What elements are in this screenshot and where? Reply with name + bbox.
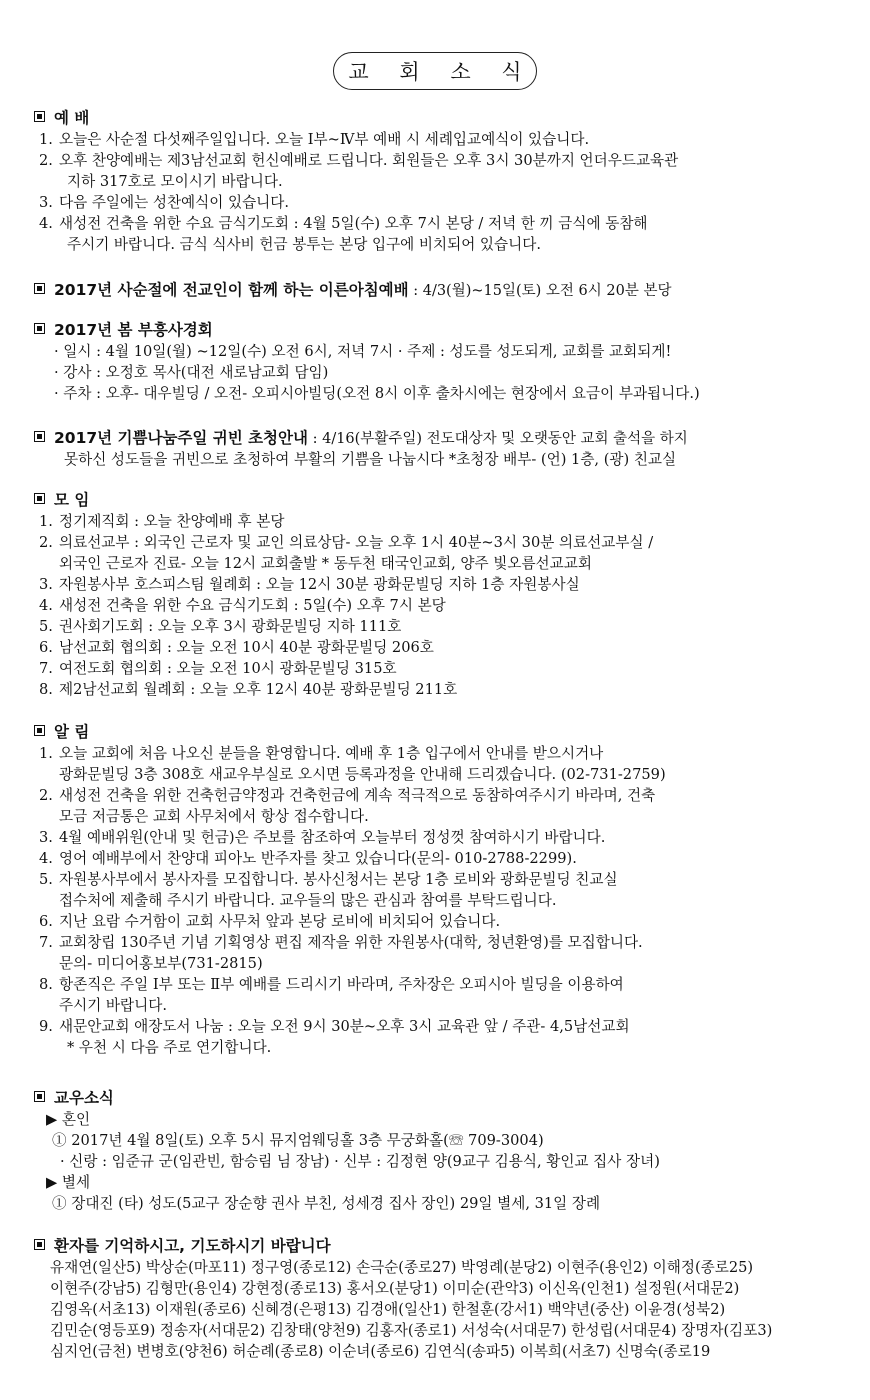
patients-line-1: 유재연(일산5) 박상순(마포11) 정구영(종로12) 손극순(종로27) 박영례(분당2) 이현주(용인2) 이해정(종로25) (50, 1259, 754, 1276)
patients-line-3: 김영옥(서초13) 이재원(종로6) 신혜경(은평13) 김경애(일산1) 한철훈(강서1) 백약년(중산) 이윤경(성북2) (50, 1301, 726, 1318)
meeting-item-7: 여전도회 협의회 : 오늘 오전 10시 광화문빌딩 315호 (59, 660, 397, 677)
death-label: ▶ 별세 (46, 1174, 91, 1191)
square-bullet-icon (34, 431, 45, 442)
meeting-item-2: 의료선교부 : 외국인 근로자 및 교인 의료상담- 오늘 오후 1시 40분~3시 30분 의료선교부실 / (59, 534, 654, 551)
page-title: 교 회 소 식 (333, 52, 537, 90)
revival-date: · 일시 : 4월 10일(월) ~12일(수) 오전 6시, 저녁 7시 · 주제 : 성도를 성도되게, 교회를 교회되게! (54, 343, 672, 360)
meetings-section: 모 임 1. 정기제직회 : 오늘 찬양예배 후 본당 2. 의료선교부 : 외국인 근로자 및 교인 의료상담- 오늘 오후 1시 40분~3시 30분 의료선교부실 / 외국인 근로자 진료- 오늘 12시 교회출발 * 동두천 태국인교회, 양주 빛오름선교교회 3. 자원봉사부 호스피스팀 월례회 : 오늘 12시 30분 광화문빌딩 지하 1층 자원봉사실 4. 새성전 건축을 위한 수요 금식기도회 : 5일(수) 오후 7시 본당 5. 권사회기도회 : 오늘 오후 3시 광화문빌딩 지하 111호 6. 남선교회 협의회 : 오늘 오전 10시 40분 광화문빌딩 206호 7. 여전도회 협의회 : 오늘 오전 10시 광화문빌딩 315호 8. 제2남선교회 월례회 : 오늘 오후 12시 40분 광화문빌딩 211호 (34, 490, 849, 700)
worship-header: 예 배 (34, 108, 849, 129)
square-bullet-icon (34, 1239, 45, 1250)
patients-line-5: 심지언(금천) 변병호(양천6) 허순례(종로8) 이순녀(종로6) 김연식(송파5) 이복희(서초7) 신명숙(종로19 (50, 1343, 711, 1360)
notice-item-7-cont: 문의- 미디어홍보부(731-2815) (59, 955, 263, 972)
dawn-header: 2017년 사순절에 전교인이 함께 하는 이른아침예배 : 4/3(월)~15일(토) 오전 6시 20분 본당 (34, 280, 849, 301)
wedding-label: ▶ 혼인 (46, 1111, 91, 1128)
notice-item-1-cont: 광화문빌딩 3층 308호 새교우부실로 오시면 등록과정을 안내해 드리겠습니다. (02-731-2759) (59, 766, 666, 783)
members-header: 교우소식 (34, 1088, 849, 1109)
notices-header: 알 림 (34, 722, 849, 743)
worship-item-4-cont: 주시기 바랍니다. 금식 식사비 헌금 봉투는 본당 입구에 비치되어 있습니다. (67, 236, 541, 253)
revival-section (34, 320, 849, 404)
meeting-item-3: 자원봉사부 호스피스팀 월례회 : 오늘 12시 30분 광화문빌딩 지하 1층 자원봉사실 (59, 576, 580, 593)
guest-cont: 못하신 성도들을 귀빈으로 초청하여 부활의 기쁨을 나눕시다 *초청장 배부- (언) 1층, (광) 친교실 (64, 451, 677, 468)
revival-header: 2017년 봄 부흥사경회 (34, 320, 849, 341)
square-bullet-icon (34, 111, 45, 122)
notice-item-4: 영어 예배부에서 찬양대 피아노 반주자를 찾고 있습니다(문의- 010-2788-2299). (59, 850, 577, 867)
notice-item-8-cont: 주시기 바랍니다. (59, 997, 167, 1014)
wedding-item: ① 2017년 4월 8일(토) 오후 5시 뮤지엄웨딩홀 3층 무궁화홀(☏ 709-3004) (52, 1132, 544, 1149)
patients-line-2: 이현주(강남5) 김형만(용인4) 강현정(종로13) 홍서오(분당1) 이미순(관악3) 이신옥(인천1) 설정원(서대문2) (50, 1280, 740, 1297)
patients-section (34, 1236, 849, 1362)
revival-speaker: · 강사 : 오정호 목사(대전 새로남교회 담임) (54, 364, 329, 381)
worship-item-1: 오늘은 사순절 다섯째주일입니다. 오늘 Ⅰ부~Ⅳ부 예배 시 세례입교예식이 있습니다. (59, 131, 590, 148)
patients-header: 환자를 기억하시고, 기도하시기 바랍니다 (34, 1236, 849, 1257)
notice-item-5-cont: 접수처에 제출해 주시기 바랍니다. 교우들의 많은 관심과 참여를 부탁드립니다. (59, 892, 557, 909)
meeting-item-4: 새성전 건축을 위한 수요 금식기도회 : 5일(수) 오후 7시 본당 (59, 597, 446, 614)
notice-item-5: 자원봉사부에서 봉사자를 모집합니다. 봉사신청서는 본당 1층 로비와 광화문빌딩 친교실 (59, 871, 618, 888)
notice-item-6: 지난 요람 수거함이 교회 사무처 앞과 본당 로비에 비치되어 있습니다. (59, 913, 501, 930)
square-bullet-icon (34, 1091, 45, 1102)
notices-section: 알 림 1. 오늘 교회에 처음 나오신 분들을 환영합니다. 예배 후 1층 입구에서 안내를 받으시거나 광화문빌딩 3층 308호 새교우부실로 오시면 등록과정을 안내해 드리겠습니다. (02-731-2759) 2. 새성전 건축을 위한 건축헌금약정과 건축헌금에 계속 적극적으로 동참하여주시기 바라며, 건축 모금 저금통은 교회 사무처에서 항상 접수합니다. 3. 4월 예배위원(안내 및 헌금)은 주보를 참조하여 오늘부터 정성껏 참여하시기 바랍니다. 4. 영어 예배부에서 찬양대 피아노 반주자를 찾고 있습니다(문의- 010-2788-2299). 5. 자원봉사부에서 봉사자를 모집합니다. 봉사신청서는 본당 1층 로비와 광화문빌딩 친교실 접수처에 제출해 주시기 바랍니다. 교우들의 많은 관심과 참여를 부탁드립니다. 6. 지난 요람 수거함이 교회 사무처 앞과 본당 로비에 비치되어 있습니다. 7. 교회창립 130주년 기념 기획영상 편집 제작을 위한 자원봉사(대학, 청년환영)를 모집합니다. 문의- 미디어홍보부(731-2815) 8. 항존직은 주일 Ⅰ부 또는 Ⅱ부 예배를 드리시기 바라며, 주차장은 오피시아 빌딩을 이용하여 주시기 바랍니다. 9. 새문안교회 애장도서 나눔 : 오늘 오전 9시 30분~오후 3시 교육관 앞 / 주관- 4,5남선교회 * 우천 시 다음 주로 연기합니다. (34, 722, 849, 1058)
worship-item-2-cont: 지하 317호로 모이시기 바랍니다. (67, 173, 283, 190)
meeting-item-6: 남선교회 협의회 : 오늘 오전 10시 40분 광화문빌딩 206호 (59, 639, 434, 656)
notice-item-8: 항존직은 주일 Ⅰ부 또는 Ⅱ부 예배를 드리시기 바라며, 주차장은 오피시아 빌딩을 이용하여 (59, 976, 624, 993)
notice-item-9-cont: * 우천 시 다음 주로 연기합니다. (67, 1039, 272, 1056)
square-bullet-icon (34, 323, 45, 334)
square-bullet-icon (34, 493, 45, 504)
meetings-header: 모 임 (34, 490, 849, 511)
notice-item-2: 새성전 건축을 위한 건축헌금약정과 건축헌금에 계속 적극적으로 동참하여주시기 바라며, 건축 (59, 787, 656, 804)
members-section (34, 1088, 849, 1214)
title-area (0, 52, 870, 90)
revival-parking: · 주차 : 오후- 대우빌딩 / 오전- 오피시아빌딩(오전 8시 이후 출차시에는 현장에서 요금이 부과됩니다.) (54, 385, 700, 402)
meeting-item-2-cont: 외국인 근로자 진료- 오늘 12시 교회출발 * 동두천 태국인교회, 양주 빛오름선교교회 (59, 555, 592, 572)
square-bullet-icon (34, 283, 45, 294)
patients-line-4: 김민순(영등포9) 정송자(서대문2) 김창태(양천9) 김홍자(종로1) 서성숙(서대문7) 한성립(서대문4) 장명자(김포3) (50, 1322, 773, 1339)
wedding-couple: · 신랑 : 임준규 군(임관빈, 함승림 님 장남) · 신부 : 김정현 양(9교구 김용식, 황인교 집사 장녀) (60, 1153, 660, 1170)
worship-item-4: 새성전 건축을 위한 수요 금식기도회 : 4월 5일(수) 오후 7시 본당 / 저녁 한 끼 금식에 동참해 (59, 215, 648, 232)
meeting-item-5: 권사회기도회 : 오늘 오후 3시 광화문빌딩 지하 111호 (59, 618, 402, 635)
guest-section (34, 428, 849, 470)
notice-item-2-cont: 모금 저금통은 교회 사무처에서 항상 접수합니다. (59, 808, 369, 825)
worship-section: 예 배 1. 오늘은 사순절 다섯째주일입니다. 오늘 Ⅰ부~Ⅳ부 예배 시 세례입교예식이 있습니다. 2. 오후 찬양예배는 제3남선교회 헌신예배로 드립니다. 회원들은 오후 3시 30분까지 언더우드교육관 지하 317호로 모이시기 바랍니다. 3. 다음 주일에는 성찬예식이 있습니다. 4. 새성전 건축을 위한 수요 금식기도회 : 4월 5일(수) 오후 7시 본당 / 저녁 한 끼 금식에 동참해 주시기 바랍니다. 금식 식사비 헌금 봉투는 본당 입구에 비치되어 있습니다. (34, 108, 849, 255)
guest-header: 2017년 기쁨나눔주일 귀빈 초청안내 : 4/16(부활주일) 전도대상자 및 오랫동안 교회 출석을 하지 (34, 428, 849, 449)
death-item: ① 장대진 (타) 성도(5교구 장순향 권사 부친, 성세경 집사 장인) 29일 별세, 31일 장례 (52, 1195, 601, 1212)
meeting-item-8: 제2남선교회 월례회 : 오늘 오후 12시 40분 광화문빌딩 211호 (59, 681, 458, 698)
notice-item-7: 교회창립 130주년 기념 기획영상 편집 제작을 위한 자원봉사(대학, 청년환영)를 모집합니다. (59, 934, 643, 951)
notice-item-1: 오늘 교회에 처음 나오신 분들을 환영합니다. 예배 후 1층 입구에서 안내를 받으시거나 (59, 745, 604, 762)
notice-item-3: 4월 예배위원(안내 및 헌금)은 주보를 참조하여 오늘부터 정성껏 참여하시기 바랍니다. (59, 829, 606, 846)
square-bullet-icon (34, 725, 45, 736)
worship-item-2: 오후 찬양예배는 제3남선교회 헌신예배로 드립니다. 회원들은 오후 3시 30분까지 언더우드교육관 (59, 152, 679, 169)
dawn-section (34, 280, 849, 301)
meeting-item-1: 정기제직회 : 오늘 찬양예배 후 본당 (59, 513, 285, 530)
worship-item-3: 다음 주일에는 성찬예식이 있습니다. (59, 194, 290, 211)
notice-item-9: 새문안교회 애장도서 나눔 : 오늘 오전 9시 30분~오후 3시 교육관 앞 / 주관- 4,5남선교회 (59, 1018, 630, 1035)
